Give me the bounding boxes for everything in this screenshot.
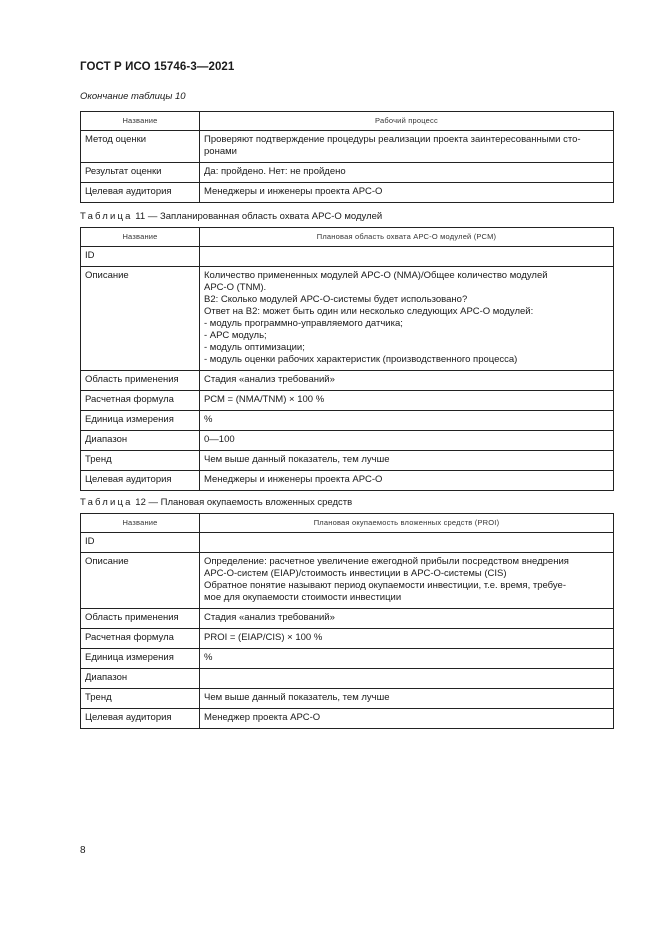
row-value-cell bbox=[200, 411, 614, 431]
cell-text-line: ронами bbox=[204, 146, 237, 157]
cell-text-line: Менеджеры и инженеры проекта АРС-О bbox=[204, 474, 383, 485]
cell-text-line: В2: Сколько модулей АРС-О-системы будет использовано? bbox=[204, 294, 468, 305]
cell-text-line: Стадия «анализ требований» bbox=[204, 612, 335, 623]
row-value-cell bbox=[200, 629, 614, 649]
row-value-cell bbox=[200, 371, 614, 391]
cell-text-line: % bbox=[204, 414, 213, 425]
header-proi: Плановая окупаемость вложенных средств (PROI) bbox=[200, 514, 614, 533]
row-value-cell bbox=[200, 183, 614, 203]
cell-text-line: - модуль оптимизации; bbox=[204, 342, 305, 353]
cell-text-line: Менеджеры и инженеры проекта АРС-О bbox=[204, 186, 383, 197]
table-row bbox=[81, 163, 614, 183]
table-row bbox=[81, 411, 614, 431]
cell-text-line: 0—100 bbox=[204, 434, 235, 445]
cell-text-line: РСМ = (NMA/TNM) × 100 % bbox=[204, 394, 325, 405]
row-value-cell bbox=[200, 471, 614, 491]
table11-caption bbox=[80, 211, 382, 222]
caption-text: — Плановая окупаемость вложенных средств bbox=[148, 497, 353, 508]
table-row bbox=[81, 669, 614, 689]
row-name-cell: Единица измерения bbox=[81, 649, 200, 669]
cell-text-line: PROI = (EIAP/CIS) × 100 % bbox=[204, 632, 323, 643]
cell-text-line: Обратное понятие называют период окупаемости инвестиции, т.е. время, требуе- bbox=[204, 580, 566, 591]
page-number: 8 bbox=[80, 845, 86, 856]
caption-number: 12 bbox=[135, 497, 146, 508]
row-name-cell: Диапазон bbox=[81, 669, 200, 689]
row-value-cell bbox=[200, 533, 614, 553]
table-12 bbox=[80, 513, 614, 729]
header-name: Название bbox=[81, 228, 200, 247]
table-header-row bbox=[81, 514, 614, 533]
header-process: Рабочий процесс bbox=[200, 112, 614, 131]
row-value-cell bbox=[200, 163, 614, 183]
row-name-cell: Описание bbox=[81, 267, 200, 371]
cell-text-line: Проверяют подтверждение процедуры реализации проекта заинтересованными сто- bbox=[204, 134, 581, 145]
cell-text-line: % bbox=[204, 652, 213, 663]
table-header-row bbox=[81, 112, 614, 131]
header-name: Название bbox=[81, 514, 200, 533]
table-row bbox=[81, 451, 614, 471]
table-row bbox=[81, 183, 614, 203]
table12-caption bbox=[80, 497, 352, 508]
row-value-cell bbox=[200, 669, 614, 689]
cell-text-line: Количество примененных модулей АРС-О (NMA)/Общее количество модулей bbox=[204, 270, 548, 281]
table-header-row bbox=[81, 228, 614, 247]
table-row bbox=[81, 609, 614, 629]
cell-text-line: Определение: расчетное увеличение ежегодной прибыли посредством внедрения bbox=[204, 556, 569, 567]
row-name-cell: Расчетная формула bbox=[81, 391, 200, 411]
row-name-cell: Целевая аудитория bbox=[81, 471, 200, 491]
cell-text-line: - модуль программно-управляемого датчика; bbox=[204, 318, 403, 329]
row-value-cell bbox=[200, 247, 614, 267]
table-row bbox=[81, 391, 614, 411]
table-row bbox=[81, 267, 614, 371]
header-pcm: Плановая область охвата АРС-О модулей (РСМ) bbox=[200, 228, 614, 247]
table10-body bbox=[81, 131, 614, 203]
table-row bbox=[81, 471, 614, 491]
row-name-cell: Метод оценки bbox=[81, 131, 200, 163]
row-value-cell bbox=[200, 451, 614, 471]
table-row bbox=[81, 247, 614, 267]
row-name-cell: Целевая аудитория bbox=[81, 183, 200, 203]
table11-body bbox=[81, 247, 614, 491]
row-name-cell: Тренд bbox=[81, 451, 200, 471]
cell-text-line: Менеджер проекта АРС-О bbox=[204, 712, 321, 723]
cell-text-line: Чем выше данный показатель, тем лучше bbox=[204, 454, 390, 465]
row-value-cell bbox=[200, 391, 614, 411]
row-name-cell: Результат оценки bbox=[81, 163, 200, 183]
table12-body bbox=[81, 533, 614, 729]
header-name: Название bbox=[81, 112, 200, 131]
table-row bbox=[81, 689, 614, 709]
table-row bbox=[81, 431, 614, 451]
row-value-cell bbox=[200, 267, 614, 371]
caption-prefix: Таблица bbox=[80, 211, 133, 222]
cell-text-line: Чем выше данный показатель, тем лучше bbox=[204, 692, 390, 703]
caption-number: 11 bbox=[135, 211, 146, 222]
row-name-cell: Целевая аудитория bbox=[81, 709, 200, 729]
cell-text-line: - модуль оценки рабочих характеристик (производственного процесса) bbox=[204, 354, 518, 365]
row-name-cell: ID bbox=[81, 533, 200, 553]
table-11 bbox=[80, 227, 614, 491]
row-name-cell: Единица измерения bbox=[81, 411, 200, 431]
document-id: ГОСТ Р ИСО 15746-3—2021 bbox=[80, 61, 235, 73]
table-10 bbox=[80, 111, 614, 203]
table-row bbox=[81, 131, 614, 163]
cell-text-line bbox=[204, 536, 609, 548]
caption-prefix: Таблица bbox=[80, 497, 133, 508]
cell-text-line bbox=[204, 672, 609, 684]
row-name-cell: ID bbox=[81, 247, 200, 267]
table-row bbox=[81, 709, 614, 729]
row-name-cell: Область применения bbox=[81, 371, 200, 391]
table-row bbox=[81, 371, 614, 391]
cell-text-line bbox=[204, 250, 609, 262]
row-name-cell: Диапазон bbox=[81, 431, 200, 451]
cell-text-line: Стадия «анализ требований» bbox=[204, 374, 335, 385]
table-row bbox=[81, 649, 614, 669]
row-value-cell bbox=[200, 431, 614, 451]
cell-text-line: АРС-О-систем (EIAP)/стоимость инвестиции в АРС-О-системы (CIS) bbox=[204, 568, 507, 579]
row-value-cell bbox=[200, 709, 614, 729]
caption-text: — Запланированная область охвата АРС-О модулей bbox=[147, 211, 383, 222]
table-row bbox=[81, 533, 614, 553]
table-row bbox=[81, 553, 614, 609]
row-value-cell bbox=[200, 649, 614, 669]
row-name-cell: Область применения bbox=[81, 609, 200, 629]
row-value-cell bbox=[200, 689, 614, 709]
table-row bbox=[81, 629, 614, 649]
table10-continuation-caption: Окончание таблицы 10 bbox=[80, 91, 186, 102]
cell-text-line: АРС-О (TNM). bbox=[204, 282, 267, 293]
row-name-cell: Расчетная формула bbox=[81, 629, 200, 649]
cell-text-line: - АРС модуль; bbox=[204, 330, 267, 341]
cell-text-line: Ответ на В2: может быть один или несколько следующих АРС-О модулей: bbox=[204, 306, 534, 317]
row-value-cell bbox=[200, 609, 614, 629]
row-value-cell bbox=[200, 553, 614, 609]
row-name-cell: Тренд bbox=[81, 689, 200, 709]
cell-text-line: Да: пройдено. Нет: не пройдено bbox=[204, 166, 346, 177]
row-value-cell bbox=[200, 131, 614, 163]
cell-text-line: мое для окупаемости стоимости инвестиции bbox=[204, 592, 402, 603]
row-name-cell: Описание bbox=[81, 553, 200, 609]
